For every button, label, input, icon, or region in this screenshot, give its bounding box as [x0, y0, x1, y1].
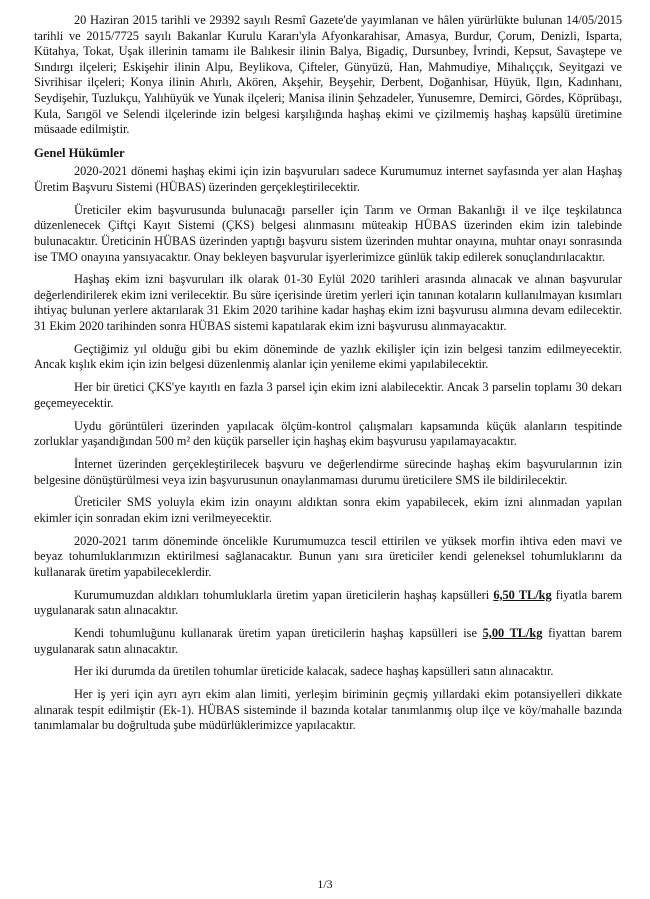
- price-value: 5,00 TL/kg: [482, 626, 543, 641]
- intro-paragraph: 20 Haziran 2015 tarihli ve 29392 sayılı Resmî Gazete'de yayımlanan ve hâlen yürürlükte bulunan 14/05/2015 tarihli ve 2015/7725 sayılı Bakanlar Kurulu Kararı'yla Afyonkarahisar, Amasya, Burdur, Çorum, Denizli, Isparta, Kütahya, Tokat, Uşak illerinin tamamı ile Balıkesir ilinin Balya, Bigadiç, Dursunbey, İvrindi, Kepsut, Savaştepe ve Sındırgı ilçeleri; Eskişehir ilinin Alpu, Beylikova, Çifteler, Günyüzü, Han, Mahmudiye, Mihalıççık, Seyitgazi ve Sivrihisar ilçeleri; Konya ilinin Ahırlı, Akören, Akşehir, Beyşehir, Derbent, Doğanhisar, Hüyük, Ilgın, Kadınhanı, Seydişehir, Tuzlukçu, Yalıhüyük ve Yunak ilçeleri; Manisa ilinin Şehzadeler, Yunusemre, Demirci, Gördes, Köprübaşı, Kula, Sarıgöl ve Selendi ilçelerinde izin belgesi karşılığında haşhaş ekimi ve çizilmemiş haşhaş kapsülü üretimine müsaade edilmiştir.: [34, 13, 622, 137]
- price-text-before: Kendi tohumluğunu kullanarak üretim yapan üreticilerin haşhaş kapsülleri ise: [74, 626, 483, 641]
- price-value: 6,50 TL/kg: [493, 587, 552, 602]
- paragraph-price-own-seed: [34, 626, 622, 657]
- paragraph-satellite: Uydu görüntüleri üzerinden yapılacak ölçüm-kontrol çalışmaları kapsamında küçük alanların tespitinde zorluklar yaşandığından 500 m² den küçük parseller için haşhaş ekim başvurusu yapılamayacaktır.: [34, 418, 622, 449]
- price-text-before: Kurumumuzdan aldıkları tohumluklarla üretim yapan üreticilerin haşhaş kapsülleri: [74, 587, 494, 602]
- paragraph-sms-approval: Üreticiler SMS yoluyla ekim izin onayını aldıktan sonra ekim yapabilecek, ekim izni alınmadan yapılan ekimler için sonradan ekim izni verilmeyecektir.: [34, 495, 622, 525]
- price-text-after: fiyatla barem uygulanarak satın alınacaktır.: [34, 587, 622, 618]
- paragraph-parcel-limit: Her bir üretici ÇKS'ye kayıtlı en fazla 3 parsel için ekim izni alabilecektir. Ancak 3 parselin toplamı 30 dekarı geçemeyecektir.: [34, 380, 622, 410]
- paragraph-hubas: 2020-2021 dönemi haşhaş ekimi için izin başvuruları sadece Kurumumuz internet sayfasında yer alan Haşhaş Üretim Başvuru Sistemi (HÜBAS) üzerinden gerçekleştirilecektir.: [34, 164, 622, 194]
- paragraph-cks: Üreticiler ekim başvurusunda bulunacağı parseller için Tarım ve Orman Bakanlığı il ve ilçe teşkilatınca düzenlenecek Çiftçi Kayıt Sistemi (ÇKS) belgesi alınmasını müteakip HÜBAS üzerinden ekim izin talebinde bulunacaktır. Üreticinin HÜBAS üzerinden yaptığı başvuru sistem üzerinden muhtar onayına, muhtar onayı sonrasında ise TMO onayına yansıyacaktır. Onay bekleyen başvurular işyerlerimizce günlük takip edilerek sonuçlandırılacaktır.: [34, 202, 622, 264]
- paragraph-seed: 2020-2021 tarım döneminde öncelikle Kurumumuzca tescil ettirilen ve yüksek morfin ihtiva eden mavi ve beyaz tohumluklarımızın ektirilmesi sağlanacaktır. Bunun yanı sıra üreticiler kendi geleneksel tohumluklarını da kullanarak üretim yapabileceklerdir.: [34, 533, 622, 579]
- paragraph-price-institution-seed: [34, 588, 622, 619]
- section-heading: Genel Hükümler: [34, 145, 125, 160]
- paragraph-summer-sowing: Geçtiğimiz yıl olduğu gibi bu ekim döneminde de yazlık ekilişler için izin belgesi tanzim edilmeyecektir. Ancak kışlık ekim için izin belgesi düzenlenmiş alanlar için yenileme ekimi yapılabilecektir.: [34, 341, 622, 372]
- paragraph-quota: Her iş yeri için ayrı ayrı ekim alan limiti, yerleşim biriminin geçmiş yıllardaki ekim potansiyelleri dikkate alınarak tespit edilmiştir (Ek-1). HÜBAS sisteminde il bazında kotalar tanımlanmış olup ilçe ve köy/mahalle bazında tanımlamalar bu doğrultuda şube müdürlüklerimizce yapılacaktır.: [34, 687, 622, 733]
- paragraph-seeds-stay: Her iki durumda da üretilen tohumlar üreticide kalacak, sadece haşhaş kapsülleri satın alınacaktır.: [74, 664, 554, 679]
- paragraph-application-dates: Haşhaş ekim izni başvuruları ilk olarak 01-30 Eylül 2020 tarihleri arasında alınacak ve alınan başvurular değerlendirilerek ekim izni verilecektir. Bu süre içerisinde üretim yerleri için tanınan kotaların kullanılmayan kısımları ihtiyaç bulunan yerlere aktarılarak 31 Ekim 2020 tarihine kadar haşhaş ekim izni başvurusu alımına devam edilecektir. 31 Ekim 2020 tarihinden sonra HÜBAS sistemi kapatılarak ekim izni başvurusu alınmayacaktır.: [34, 272, 622, 334]
- paragraph-sms-notice: İnternet üzerinden gerçekleştirilecek başvuru ve değerlendirme sürecinde haşhaş ekim başvurularının izin belgesine dönüştürülmesi veya izin başvurusunun onaylanmaması durumu üreticilere SMS ile bildirilecektir.: [34, 456, 622, 487]
- page-number: 1/3: [317, 877, 333, 891]
- document-body: [34, 13, 622, 741]
- price-text-after: fiyattan barem uygulanarak satın alınacaktır.: [34, 626, 622, 656]
